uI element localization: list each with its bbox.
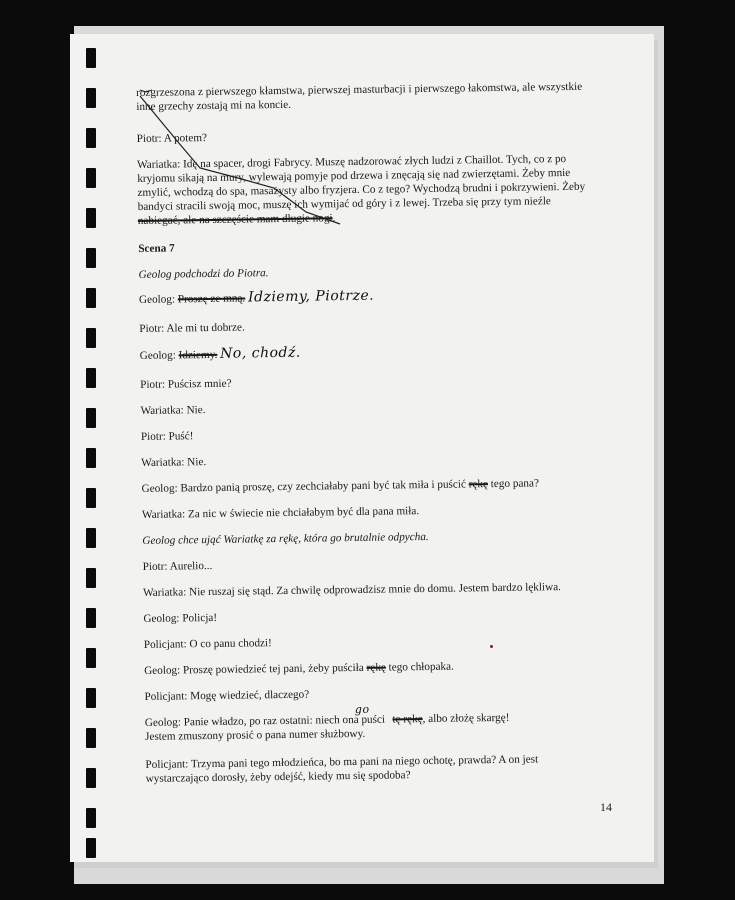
struck-text: tę rękę [392,713,423,726]
text-line: Wariatka: Idę na spacer, drogi Fabrycy. Muszę nadzorować złych ludzi z Chaillot. Tych, co z po [137,153,567,171]
stage-direction: Geolog podchodzi do Piotra. [138,267,269,281]
text-fragment: tego pana? [490,477,539,491]
handwritten-insert: go [354,702,370,717]
text-line: rozgrzeszona z pierwszego kłamstwa, pierwszej masturbacji i pierwszego łakomstwa, ale wszystkie [136,80,583,99]
struck-text: nabiegać, ale na szczęście mam długie nogi [137,212,333,227]
dialogue-line: Wariatka: Za nic w świecie nie chciałabym być dla pana miła. [141,505,420,521]
ink-dot [490,645,493,648]
speaker-label: Geolog: [138,293,176,306]
text-fragment: tego chłopaka. [388,660,454,674]
dialogue-line: Wariatka: Nie ruszaj się stąd. Za chwilę odprowadzisz mnie do domu. Jestem bardzo lękliwa. [142,581,562,599]
struck-text: rękę [468,478,489,491]
text-line: Policjant: Trzyma pani tego młodzieńca, bo ma pani na niego ochotę, prawda? A on jest [145,753,539,771]
text-line: zmylić, wchodzą do spa, masażysty albo fryzjera. Co z tego? Wychodzą brudni i pokrzywieni. Żeby [137,180,586,199]
text-line: Piotr: A potem? [136,132,208,145]
dialogue-line: Piotr: Puść! [140,430,194,443]
scene-heading: Scena 7 [138,242,175,255]
text-line: wystarczająco dorosły, żeby odejść, kiedy mu się spodoba? [145,769,411,785]
text-line: inne grzechy zostają mi na koncie. [136,98,292,113]
text-line: bandyci stracili swoją moc, muszę ich wymijać od góry i z lewej. Trzeba się przy tym nieźle [137,195,551,213]
text-fragment: Geolog: Panie władzo, po raz ostatni: niech ona puści [144,713,386,729]
text-fragment: Geolog: Proszę powiedzieć tej pani, żeby puściła [144,661,364,677]
dialogue-line: Piotr: Ale mi tu dobrze. [139,321,245,335]
text-line: kryjomu sikają na mury, wylewają pomyje pod drzewa i znęcają się nad zwierzętami. Żeby mnie [137,166,571,185]
text-fragment: . [332,212,336,225]
dialogue-line: Wariatka: Nie. [141,456,207,469]
dialogue-line: Policjant: O co panu chodzi! [143,637,272,651]
dialogue-line: Piotr: Aurelio... [142,559,213,573]
struck-text: Proszę ze mną. [177,292,246,306]
handwritten-correction: No, chodź. [220,344,301,362]
dialogue-line: Piotr: Puścisz mnie? [140,377,232,391]
text-fragment: Geolog: Bardzo panią proszę, czy zechciałaby pani być tak miła i puścić [141,478,466,495]
text-fragment: , albo złożę skargę! [422,711,510,726]
dialogue-line: Policjant: Mogę wiedzieć, dlaczego? [144,688,310,703]
dialogue-line: Wariatka: Nie. [140,404,206,417]
dialogue-line: Geolog: Policja! [143,611,218,625]
page-number: 14 [600,800,612,814]
dialogue-wariatka-monologue [137,151,618,228]
speaker-label: Geolog: [139,349,176,362]
handwritten-correction: Idziemy, Piotrze. [247,287,375,306]
text-line: Jestem zmuszony prosić o pana numer służbowy. [145,727,366,743]
stage-direction: Geolog chce ująć Wariatkę za rękę, która go brutalnie odpycha. [142,530,429,547]
struck-text: Idziemy. [178,348,218,362]
struck-text: rękę [366,661,386,674]
